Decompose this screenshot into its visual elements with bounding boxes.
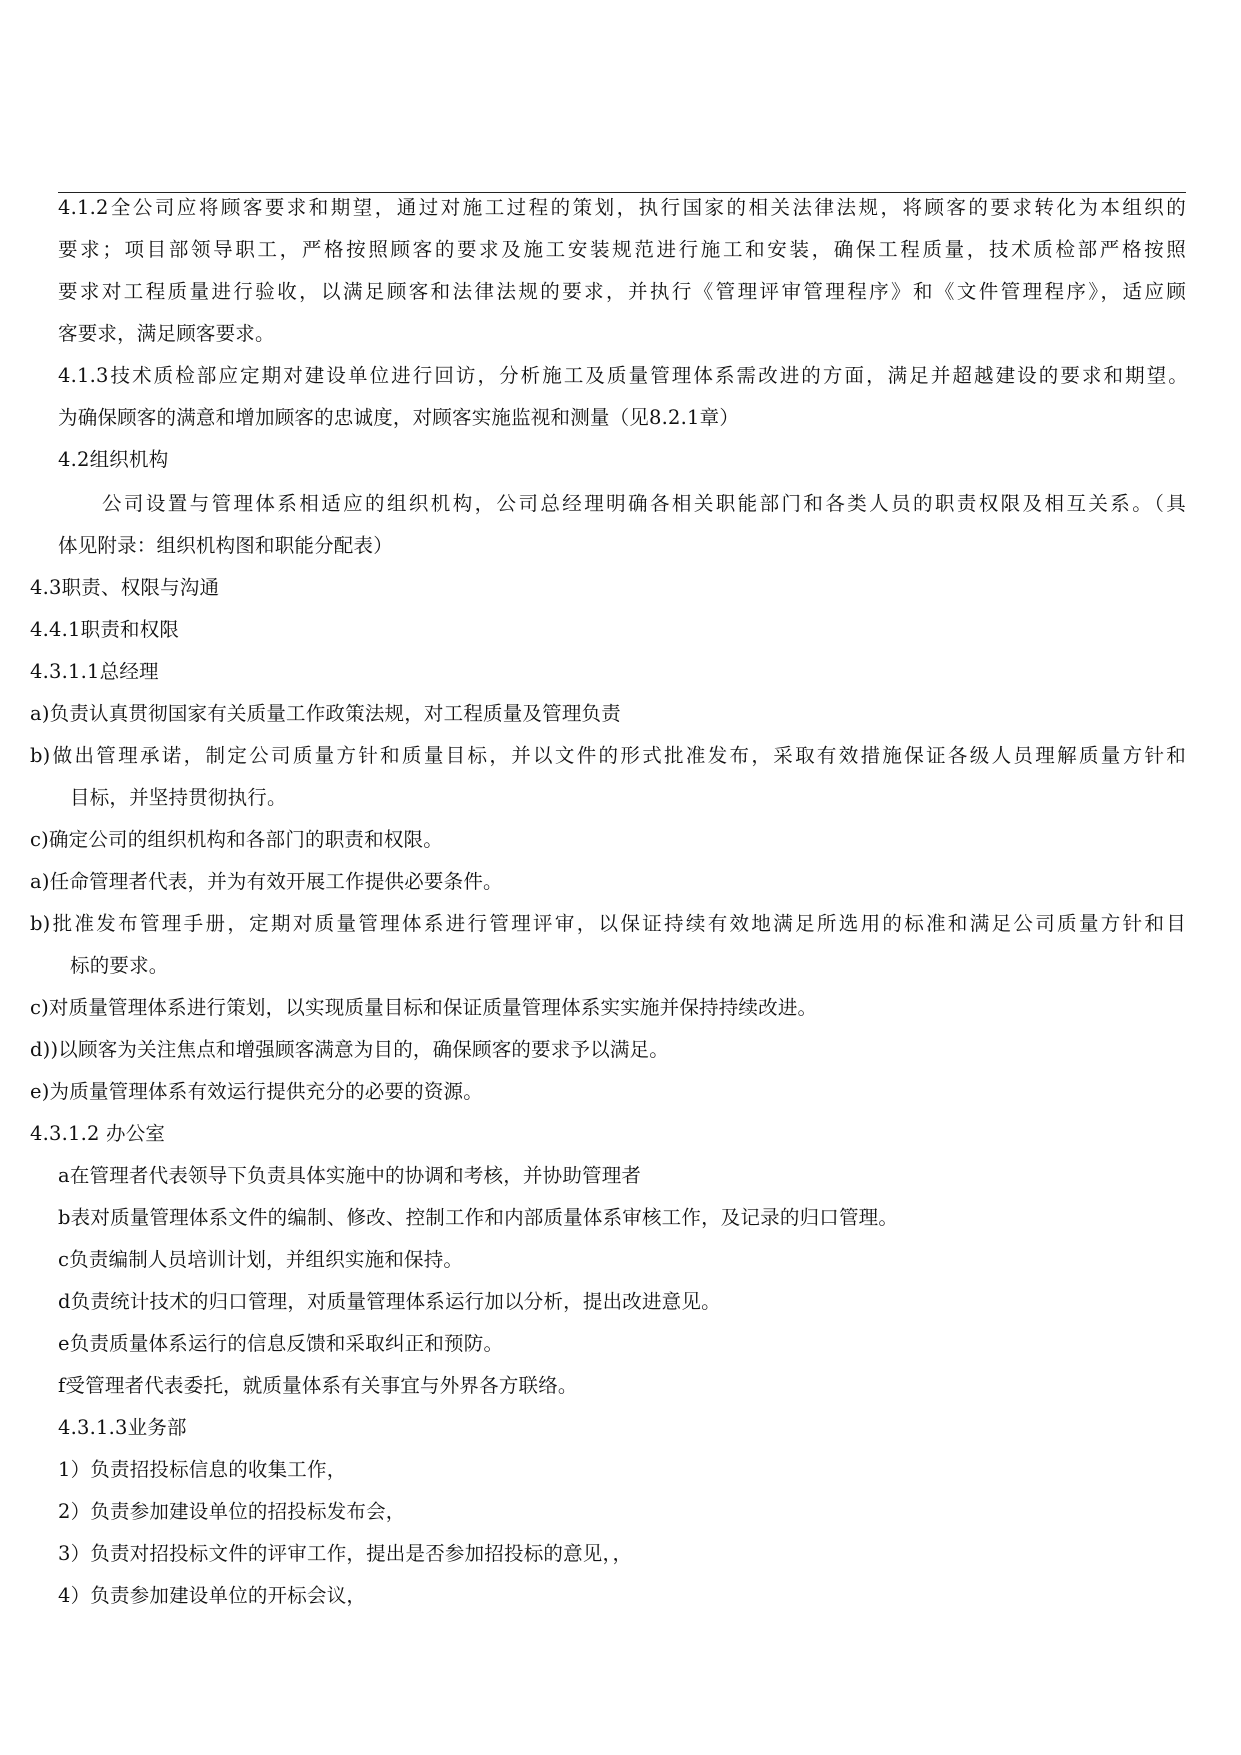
list-item: a)任命管理者代表，并为有效开展工作提供必要条件。 — [30, 870, 503, 893]
section-heading: 4.4.1职责和权限 — [30, 618, 180, 641]
section-heading: 4.3职责、权限与沟通 — [30, 576, 220, 599]
paragraph-line: 体见附录：组织机构图和职能分配表） — [58, 534, 393, 557]
list-item: b)做出管理承诺，制定公司质量方针和质量目标，并以文件的形式批准发布，采取有效措施保证各级人员理解质量方针和 — [30, 744, 1186, 767]
section-heading: 4.3.1.3业务部 — [58, 1416, 187, 1439]
list-item: c)确定公司的组织机构和各部门的职责和权限。 — [30, 828, 443, 851]
list-item-continuation: 标的要求。 — [70, 954, 169, 977]
list-item: a在管理者代表领导下负责具体实施中的协调和考核，并协助管理者 — [58, 1164, 642, 1187]
section-heading: 4.2组织机构 — [58, 448, 169, 471]
header-rule — [58, 192, 1186, 193]
list-item: f受管理者代表委托，就质量体系有关事宜与外界各方联络。 — [58, 1374, 578, 1397]
paragraph-line: 客要求，满足顾客要求。 — [58, 322, 275, 345]
list-item: c负责编制人员培训计划，并组织实施和保持。 — [58, 1248, 464, 1271]
list-item: 4）负责参加建设单位的开标会议， — [58, 1584, 367, 1607]
list-item: b)批准发布管理手册，定期对质量管理体系进行管理评审，以保证持续有效地满足所选用的标准和满足公司质量方针和目 — [30, 912, 1186, 935]
paragraph-line: 要求对工程质量进行验收，以满足顾客和法律法规的要求，并执行《管理评审管理程序》和《文件管理程序》，适应顾 — [58, 280, 1186, 303]
list-item: d负责统计技术的归口管理，对质量管理体系运行加以分析，提出改进意见。 — [58, 1290, 721, 1313]
list-item: a)负责认真贯彻国家有关质量工作政策法规，对工程质量及管理负责 — [30, 702, 621, 725]
list-item: c)对质量管理体系进行策划，以实现质量目标和保证质量管理体系实实施并保持持续改进。 — [30, 996, 818, 1019]
list-item: 3）负责对招投标文件的评审工作，提出是否参加招投标的意见，， — [58, 1542, 633, 1565]
list-item: 1）负责招投标信息的收集工作， — [58, 1458, 347, 1481]
paragraph-line: 为确保顾客的满意和增加顾客的忠诚度，对顾客实施监视和测量（见8.2.1章） — [58, 406, 740, 429]
paragraph-line: 要求；项目部领导职工，严格按照顾客的要求及施工安装规范进行施工和安装，确保工程质量，技术质检部严格按照 — [58, 238, 1186, 261]
list-item: b表对质量管理体系文件的编制、修改、控制工作和内部质量体系审核工作，及记录的归口管理。 — [58, 1206, 899, 1229]
paragraph-line: 公司设置与管理体系相适应的组织机构，公司总经理明确各相关职能部门和各类人员的职责权限及相互关系。（具 — [102, 492, 1186, 515]
paragraph-line: 4.1.2全公司应将顾客要求和期望，通过对施工过程的策划，执行国家的相关法律法规，将顾客的要求转化为本组织的 — [58, 196, 1186, 219]
paragraph-line: 4.1.3技术质检部应定期对建设单位进行回访，分析施工及质量管理体系需改进的方面，满足并超越建设的要求和期望。 — [58, 364, 1188, 387]
section-heading: 4.3.1.1总经理 — [30, 660, 159, 683]
list-item: d))以顾客为关注焦点和增强顾客满意为目的，确保顾客的要求予以满足。 — [30, 1038, 669, 1061]
list-item: e)为质量管理体系有效运行提供充分的必要的资源。 — [30, 1080, 483, 1103]
list-item-continuation: 目标，并坚持贯彻执行。 — [70, 786, 287, 809]
list-item: 2）负责参加建设单位的招投标发布会， — [58, 1500, 406, 1523]
list-item: e负责质量体系运行的信息反馈和采取纠正和预防。 — [58, 1332, 504, 1355]
section-heading: 4.3.1.2 办公室 — [30, 1122, 166, 1145]
